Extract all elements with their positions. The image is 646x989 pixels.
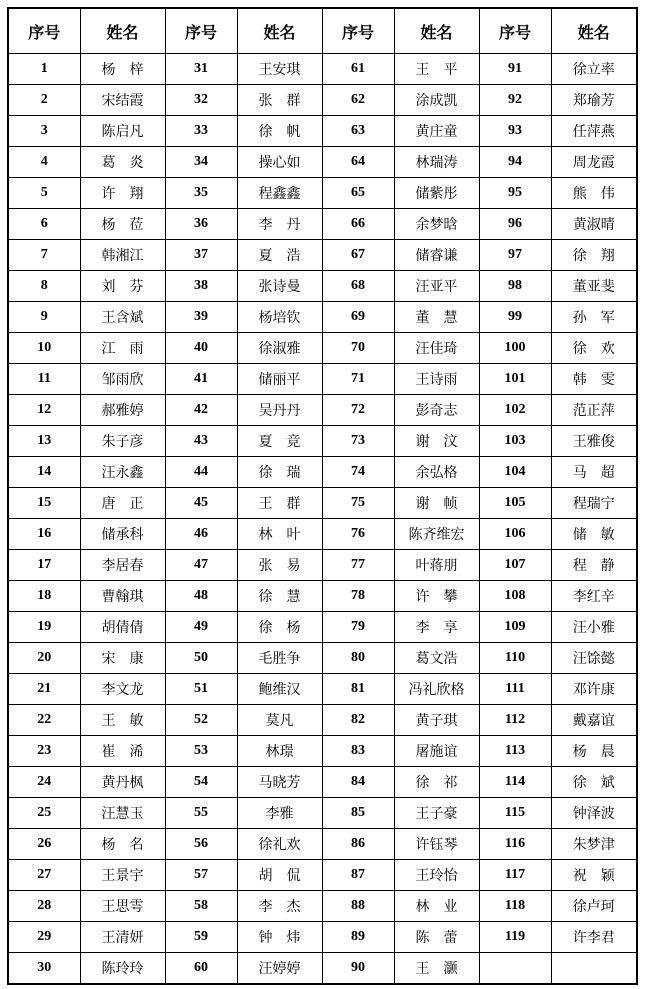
table-row (8, 550, 637, 581)
name-cell: 彭奇志 (394, 395, 479, 426)
index-cell: 66 (322, 209, 394, 240)
name-cell: 徐 慧 (237, 581, 322, 612)
table-header (8, 8, 637, 54)
name-cell: 曹翰琪 (80, 581, 165, 612)
header-row (8, 8, 637, 54)
name-cell: 孙 军 (551, 302, 637, 333)
name-roster-table (7, 7, 638, 985)
index-cell: 60 (165, 953, 237, 985)
name-cell: 夏 浩 (237, 240, 322, 271)
table-row (8, 829, 637, 860)
name-cell: 葛 炎 (80, 147, 165, 178)
index-cell: 46 (165, 519, 237, 550)
index-cell: 110 (479, 643, 551, 674)
index-cell: 92 (479, 85, 551, 116)
header-cell-index: 序号 (8, 8, 80, 54)
name-cell: 汪馀懿 (551, 643, 637, 674)
index-cell: 53 (165, 736, 237, 767)
name-cell: 崔 浠 (80, 736, 165, 767)
index-cell: 104 (479, 457, 551, 488)
index-cell: 32 (165, 85, 237, 116)
name-cell: 任萍燕 (551, 116, 637, 147)
index-cell: 88 (322, 891, 394, 922)
index-cell: 27 (8, 860, 80, 891)
index-cell: 101 (479, 364, 551, 395)
index-cell: 7 (8, 240, 80, 271)
index-cell: 117 (479, 860, 551, 891)
index-cell: 47 (165, 550, 237, 581)
index-cell: 86 (322, 829, 394, 860)
name-cell: 王含斌 (80, 302, 165, 333)
index-cell: 95 (479, 178, 551, 209)
index-cell: 109 (479, 612, 551, 643)
name-cell: 杨 莅 (80, 209, 165, 240)
index-cell: 3 (8, 116, 80, 147)
name-cell: 朱梦津 (551, 829, 637, 860)
name-cell: 王雅俊 (551, 426, 637, 457)
name-cell: 鲍维汉 (237, 674, 322, 705)
name-cell: 朱子彦 (80, 426, 165, 457)
index-cell: 12 (8, 395, 80, 426)
name-cell: 储承科 (80, 519, 165, 550)
name-cell: 王景宇 (80, 860, 165, 891)
index-cell: 89 (322, 922, 394, 953)
index-cell: 2 (8, 85, 80, 116)
name-cell: 祝 颖 (551, 860, 637, 891)
index-cell: 35 (165, 178, 237, 209)
name-cell: 陈 蕾 (394, 922, 479, 953)
index-cell: 44 (165, 457, 237, 488)
index-cell: 105 (479, 488, 551, 519)
name-cell: 王 群 (237, 488, 322, 519)
index-cell: 76 (322, 519, 394, 550)
name-cell: 宋结霞 (80, 85, 165, 116)
name-cell: 汪永鑫 (80, 457, 165, 488)
name-cell (551, 953, 637, 985)
index-cell: 71 (322, 364, 394, 395)
name-cell: 徐卢珂 (551, 891, 637, 922)
index-cell: 74 (322, 457, 394, 488)
name-cell: 马晓芳 (237, 767, 322, 798)
index-cell: 119 (479, 922, 551, 953)
name-cell: 钟 炜 (237, 922, 322, 953)
index-cell: 26 (8, 829, 80, 860)
name-cell: 徐 翔 (551, 240, 637, 271)
index-cell: 40 (165, 333, 237, 364)
name-cell: 唐 正 (80, 488, 165, 519)
table-row (8, 705, 637, 736)
table-row (8, 922, 637, 953)
name-cell: 杨 名 (80, 829, 165, 860)
index-cell: 113 (479, 736, 551, 767)
index-cell: 1 (8, 54, 80, 85)
name-cell: 董 慧 (394, 302, 479, 333)
name-cell: 邹雨欣 (80, 364, 165, 395)
header-cell-index: 序号 (479, 8, 551, 54)
index-cell: 29 (8, 922, 80, 953)
name-cell: 储睿谦 (394, 240, 479, 271)
index-cell: 69 (322, 302, 394, 333)
table-row (8, 581, 637, 612)
name-cell: 李居春 (80, 550, 165, 581)
table-row (8, 426, 637, 457)
name-cell: 王诗雨 (394, 364, 479, 395)
name-cell: 戴嘉谊 (551, 705, 637, 736)
table-row (8, 674, 637, 705)
name-cell: 范正萍 (551, 395, 637, 426)
header-cell-index: 序号 (322, 8, 394, 54)
index-cell: 84 (322, 767, 394, 798)
name-cell: 陈启凡 (80, 116, 165, 147)
name-cell: 叶蒋朋 (394, 550, 479, 581)
table-row (8, 457, 637, 488)
header-cell-name: 姓名 (394, 8, 479, 54)
table-row (8, 178, 637, 209)
name-cell: 王安琪 (237, 54, 322, 85)
name-cell: 毛胜争 (237, 643, 322, 674)
name-cell: 胡倩倩 (80, 612, 165, 643)
index-cell: 65 (322, 178, 394, 209)
name-cell: 杨 梓 (80, 54, 165, 85)
name-cell: 韩湘江 (80, 240, 165, 271)
name-cell: 李 丹 (237, 209, 322, 240)
index-cell: 72 (322, 395, 394, 426)
name-cell: 林 业 (394, 891, 479, 922)
name-cell: 熊 伟 (551, 178, 637, 209)
name-cell: 韩 雯 (551, 364, 637, 395)
index-cell: 77 (322, 550, 394, 581)
table-row (8, 333, 637, 364)
name-cell: 汪婷婷 (237, 953, 322, 985)
header-cell-name: 姓名 (80, 8, 165, 54)
name-cell: 周龙霞 (551, 147, 637, 178)
index-cell: 11 (8, 364, 80, 395)
name-cell: 屠施谊 (394, 736, 479, 767)
index-cell: 10 (8, 333, 80, 364)
index-cell: 90 (322, 953, 394, 985)
header-cell-name: 姓名 (237, 8, 322, 54)
name-cell: 王思雩 (80, 891, 165, 922)
index-cell: 61 (322, 54, 394, 85)
index-cell: 19 (8, 612, 80, 643)
index-cell: 51 (165, 674, 237, 705)
index-cell: 5 (8, 178, 80, 209)
name-cell: 余弘格 (394, 457, 479, 488)
table-row (8, 302, 637, 333)
table-row (8, 798, 637, 829)
index-cell: 93 (479, 116, 551, 147)
index-cell: 23 (8, 736, 80, 767)
index-cell: 16 (8, 519, 80, 550)
index-cell: 8 (8, 271, 80, 302)
name-cell: 徐 斌 (551, 767, 637, 798)
index-cell: 115 (479, 798, 551, 829)
table-row (8, 519, 637, 550)
index-cell: 56 (165, 829, 237, 860)
name-cell: 黄淑晴 (551, 209, 637, 240)
name-cell: 邓许康 (551, 674, 637, 705)
index-cell: 38 (165, 271, 237, 302)
index-cell: 31 (165, 54, 237, 85)
name-cell: 刘 芬 (80, 271, 165, 302)
index-cell: 116 (479, 829, 551, 860)
name-cell: 郝雅婷 (80, 395, 165, 426)
index-cell: 4 (8, 147, 80, 178)
name-cell: 杨培钦 (237, 302, 322, 333)
name-cell: 陈齐维宏 (394, 519, 479, 550)
name-cell: 储丽平 (237, 364, 322, 395)
name-cell: 李 享 (394, 612, 479, 643)
name-cell: 徐立率 (551, 54, 637, 85)
index-cell: 80 (322, 643, 394, 674)
index-cell: 58 (165, 891, 237, 922)
index-cell: 50 (165, 643, 237, 674)
index-cell: 73 (322, 426, 394, 457)
table-row (8, 54, 637, 85)
name-cell: 汪小雅 (551, 612, 637, 643)
index-cell: 103 (479, 426, 551, 457)
index-cell: 62 (322, 85, 394, 116)
name-cell: 程鑫鑫 (237, 178, 322, 209)
index-cell: 107 (479, 550, 551, 581)
index-cell: 52 (165, 705, 237, 736)
index-cell: 63 (322, 116, 394, 147)
index-cell: 102 (479, 395, 551, 426)
name-cell: 许 攀 (394, 581, 479, 612)
index-cell: 36 (165, 209, 237, 240)
header-cell-name: 姓名 (551, 8, 637, 54)
table-row (8, 736, 637, 767)
name-cell: 王 灏 (394, 953, 479, 985)
name-cell: 汪亚平 (394, 271, 479, 302)
index-cell: 21 (8, 674, 80, 705)
name-cell: 储紫彤 (394, 178, 479, 209)
index-cell: 67 (322, 240, 394, 271)
index-cell: 82 (322, 705, 394, 736)
index-cell: 118 (479, 891, 551, 922)
table-row (8, 209, 637, 240)
index-cell: 59 (165, 922, 237, 953)
name-cell: 李红辛 (551, 581, 637, 612)
name-cell: 张诗曼 (237, 271, 322, 302)
index-cell: 97 (479, 240, 551, 271)
index-cell (479, 953, 551, 985)
index-cell: 28 (8, 891, 80, 922)
index-cell: 114 (479, 767, 551, 798)
index-cell: 9 (8, 302, 80, 333)
index-cell: 14 (8, 457, 80, 488)
table-row (8, 116, 637, 147)
name-cell: 王玲怡 (394, 860, 479, 891)
index-cell: 39 (165, 302, 237, 333)
index-cell: 13 (8, 426, 80, 457)
index-cell: 83 (322, 736, 394, 767)
index-cell: 6 (8, 209, 80, 240)
name-cell: 夏 竞 (237, 426, 322, 457)
name-cell: 林 叶 (237, 519, 322, 550)
index-cell: 57 (165, 860, 237, 891)
name-cell: 王 敏 (80, 705, 165, 736)
index-cell: 15 (8, 488, 80, 519)
index-cell: 79 (322, 612, 394, 643)
name-cell: 谢 帧 (394, 488, 479, 519)
name-cell: 林瑞涛 (394, 147, 479, 178)
name-cell: 胡 侃 (237, 860, 322, 891)
name-cell: 黄丹枫 (80, 767, 165, 798)
name-cell: 余梦晗 (394, 209, 479, 240)
index-cell: 18 (8, 581, 80, 612)
index-cell: 25 (8, 798, 80, 829)
table-row (8, 488, 637, 519)
table-row (8, 240, 637, 271)
index-cell: 37 (165, 240, 237, 271)
index-cell: 48 (165, 581, 237, 612)
table-row (8, 767, 637, 798)
index-cell: 20 (8, 643, 80, 674)
name-cell: 王 平 (394, 54, 479, 85)
name-cell: 张 易 (237, 550, 322, 581)
name-cell: 李 杰 (237, 891, 322, 922)
index-cell: 34 (165, 147, 237, 178)
name-cell: 程瑞宁 (551, 488, 637, 519)
name-cell: 谢 汶 (394, 426, 479, 457)
table-row (8, 860, 637, 891)
name-cell: 徐 瑞 (237, 457, 322, 488)
index-cell: 42 (165, 395, 237, 426)
name-cell: 王子豪 (394, 798, 479, 829)
name-cell: 葛文浩 (394, 643, 479, 674)
name-cell: 马 超 (551, 457, 637, 488)
name-cell: 董亚斐 (551, 271, 637, 302)
name-cell: 汪慧玉 (80, 798, 165, 829)
index-cell: 33 (165, 116, 237, 147)
name-cell: 冯礼欣格 (394, 674, 479, 705)
name-cell: 黄子琪 (394, 705, 479, 736)
name-cell: 徐淑雅 (237, 333, 322, 364)
index-cell: 108 (479, 581, 551, 612)
name-cell: 操心如 (237, 147, 322, 178)
index-cell: 78 (322, 581, 394, 612)
name-cell: 王清妍 (80, 922, 165, 953)
name-cell: 宋 康 (80, 643, 165, 674)
name-cell: 莫凡 (237, 705, 322, 736)
index-cell: 64 (322, 147, 394, 178)
index-cell: 17 (8, 550, 80, 581)
index-cell: 112 (479, 705, 551, 736)
table-row (8, 364, 637, 395)
index-cell: 96 (479, 209, 551, 240)
index-cell: 75 (322, 488, 394, 519)
table-row (8, 643, 637, 674)
index-cell: 106 (479, 519, 551, 550)
name-cell: 储 敏 (551, 519, 637, 550)
index-cell: 87 (322, 860, 394, 891)
name-cell: 吴丹丹 (237, 395, 322, 426)
name-cell: 张 群 (237, 85, 322, 116)
name-cell: 江 雨 (80, 333, 165, 364)
index-cell: 68 (322, 271, 394, 302)
index-cell: 100 (479, 333, 551, 364)
index-cell: 111 (479, 674, 551, 705)
index-cell: 85 (322, 798, 394, 829)
table-row (8, 891, 637, 922)
table-body (8, 54, 637, 985)
name-cell: 涂成凯 (394, 85, 479, 116)
name-cell: 许钰琴 (394, 829, 479, 860)
index-cell: 22 (8, 705, 80, 736)
index-cell: 91 (479, 54, 551, 85)
index-cell: 55 (165, 798, 237, 829)
index-cell: 41 (165, 364, 237, 395)
name-cell: 杨 晨 (551, 736, 637, 767)
name-cell: 钟泽波 (551, 798, 637, 829)
name-cell: 郑瑜芳 (551, 85, 637, 116)
index-cell: 45 (165, 488, 237, 519)
index-cell: 99 (479, 302, 551, 333)
name-cell: 李文龙 (80, 674, 165, 705)
index-cell: 94 (479, 147, 551, 178)
name-cell: 程 静 (551, 550, 637, 581)
index-cell: 54 (165, 767, 237, 798)
name-cell: 陈玲玲 (80, 953, 165, 985)
name-cell: 许李君 (551, 922, 637, 953)
name-cell: 徐 欢 (551, 333, 637, 364)
table-row (8, 953, 637, 985)
index-cell: 81 (322, 674, 394, 705)
header-cell-index: 序号 (165, 8, 237, 54)
index-cell: 70 (322, 333, 394, 364)
name-cell: 黄庄童 (394, 116, 479, 147)
name-cell: 林璟 (237, 736, 322, 767)
index-cell: 30 (8, 953, 80, 985)
table-row (8, 85, 637, 116)
table-row (8, 612, 637, 643)
index-cell: 98 (479, 271, 551, 302)
table-row (8, 147, 637, 178)
table-row (8, 395, 637, 426)
name-cell: 许 翔 (80, 178, 165, 209)
table-row (8, 271, 637, 302)
name-cell: 徐 帆 (237, 116, 322, 147)
name-cell: 徐礼欢 (237, 829, 322, 860)
index-cell: 24 (8, 767, 80, 798)
index-cell: 43 (165, 426, 237, 457)
name-cell: 徐 杨 (237, 612, 322, 643)
name-cell: 李雅 (237, 798, 322, 829)
name-cell: 徐 祁 (394, 767, 479, 798)
name-cell: 汪佳琦 (394, 333, 479, 364)
index-cell: 49 (165, 612, 237, 643)
